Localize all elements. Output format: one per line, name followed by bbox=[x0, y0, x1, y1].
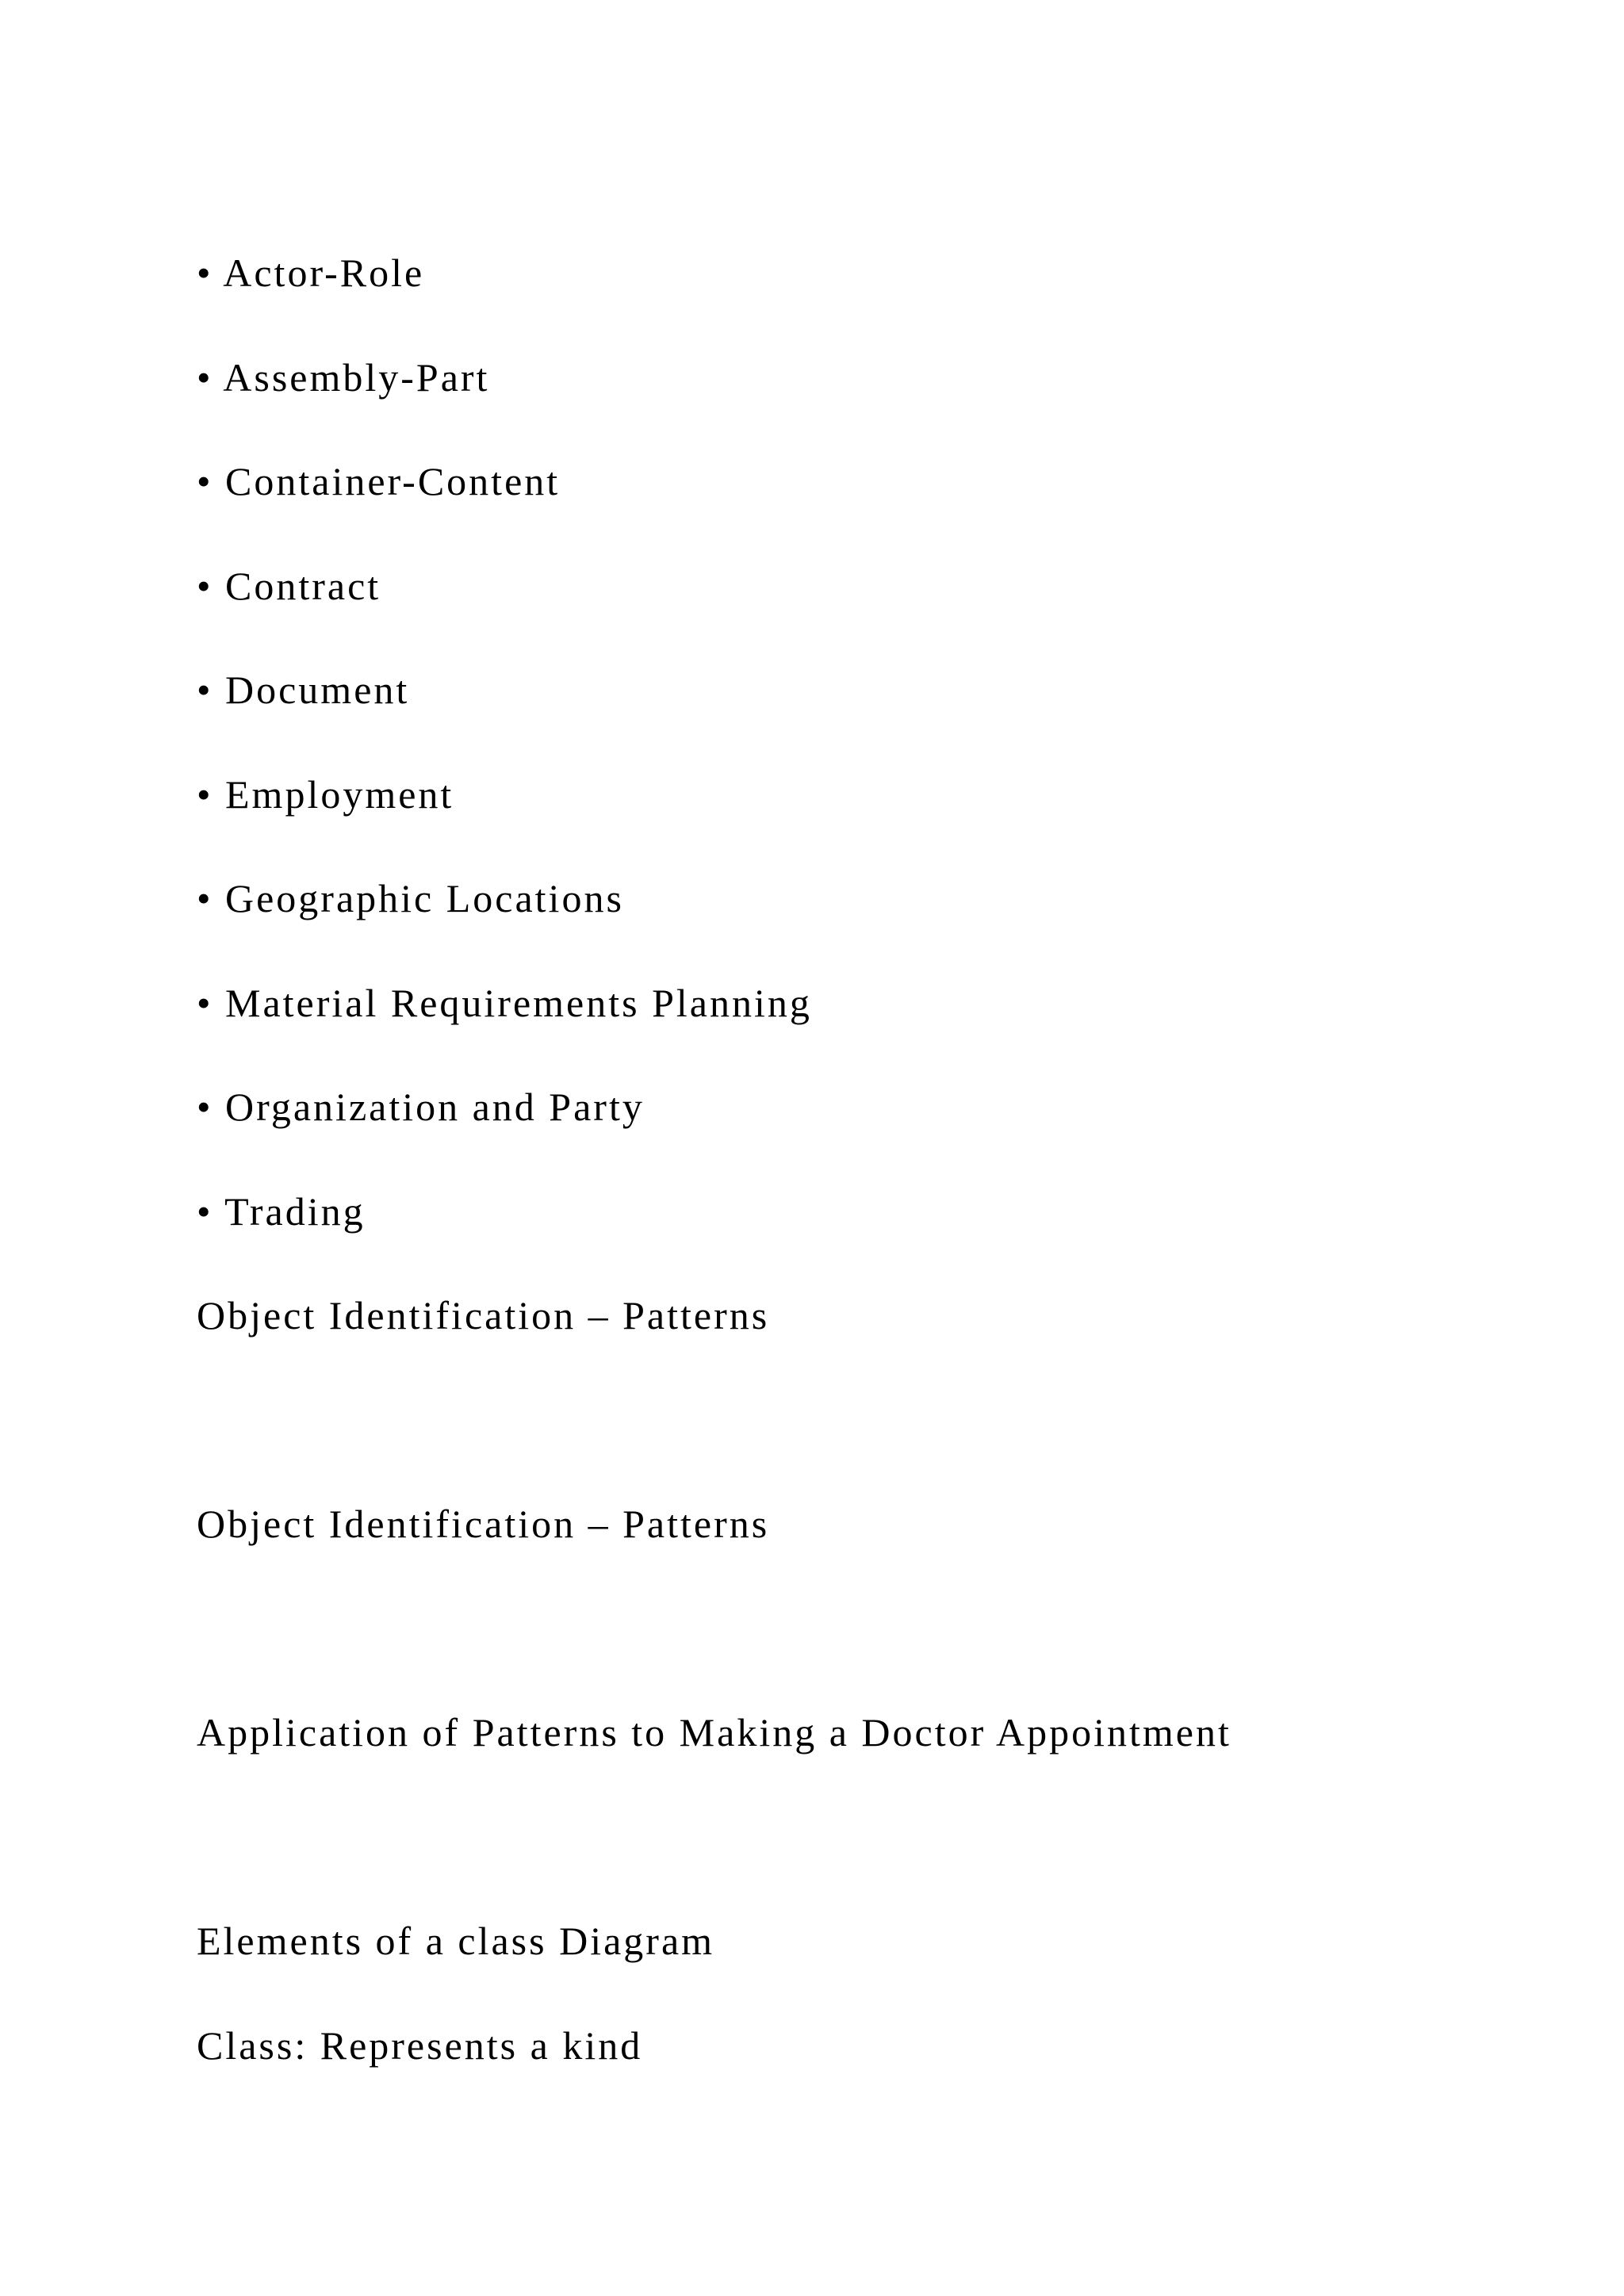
bullet-item-geographic-locations: • Geographic Locations bbox=[197, 876, 624, 920]
paragraph-application-of-patterns: Application of Patterns to Making a Doctor Appointment bbox=[197, 1710, 1231, 1755]
paragraph-elements-of-class-diagram: Elements of a class Diagram bbox=[197, 1919, 715, 1963]
bullet-item-container-content: • Container-Content bbox=[197, 459, 561, 503]
bullet-item-organization-and-party: • Organization and Party bbox=[197, 1085, 645, 1129]
bullet-item-trading: • Trading bbox=[197, 1189, 366, 1234]
paragraph-object-identification-1: Object Identification – Patterns bbox=[197, 1293, 770, 1337]
bullet-item-actor-role: • Actor-Role bbox=[197, 251, 425, 295]
bullet-item-contract: • Contract bbox=[197, 564, 381, 608]
bullet-item-document: • Document bbox=[197, 668, 410, 712]
bullet-item-material-requirements-planning: • Material Requirements Planning bbox=[197, 981, 812, 1025]
bullet-item-employment: • Employment bbox=[197, 772, 454, 817]
bullet-item-assembly-part: • Assembly-Part bbox=[197, 355, 490, 400]
paragraph-class-definition: Class: Represents a kind bbox=[197, 2023, 643, 2068]
paragraph-object-identification-2: Object Identification – Patterns bbox=[197, 1502, 770, 1546]
